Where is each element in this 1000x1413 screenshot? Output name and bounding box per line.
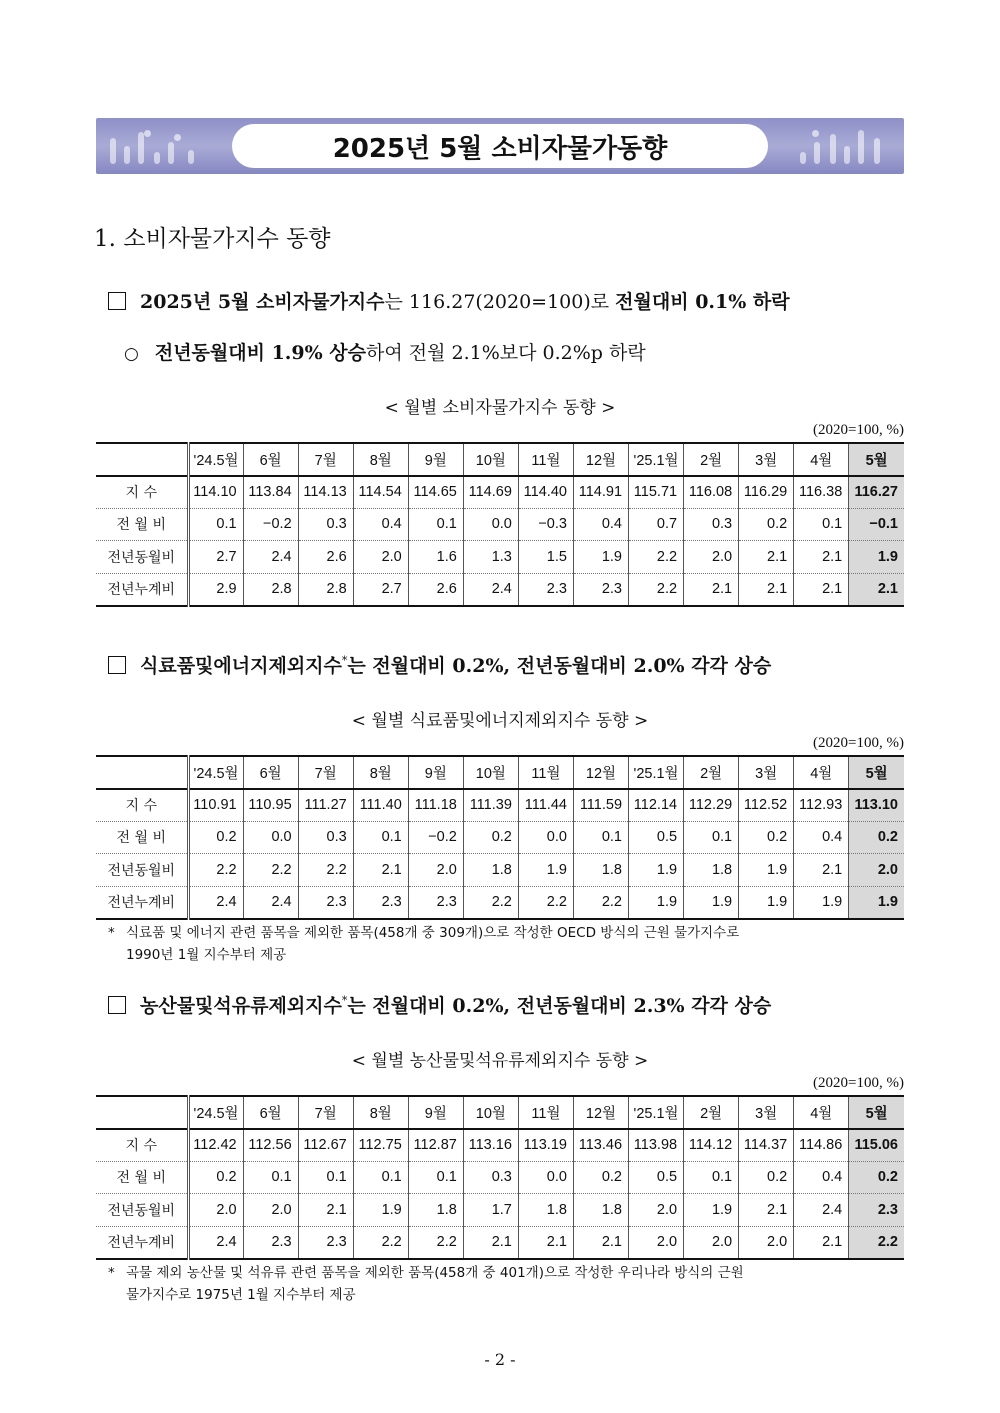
month-header: 7월 [298, 1096, 353, 1129]
table-cell: 2.1 [794, 1226, 849, 1259]
table-cell: 2.2 [188, 854, 243, 887]
page-number: - 2 - [484, 1350, 516, 1369]
table-cell: 0.4 [353, 508, 408, 541]
month-header: 5월 [849, 756, 904, 789]
row-label: 전년동월비 [96, 1194, 188, 1227]
row-label: 전년누계비 [96, 886, 188, 919]
table-cell: 114.37 [739, 1129, 794, 1162]
table-cell: 0.3 [298, 821, 353, 854]
section-heading: 1. 소비자물가지수 동향 [94, 226, 331, 252]
table-cell: 113.98 [629, 1129, 684, 1162]
cpi-summary-line: 2025년 5월 소비자물가지수는 116.27(2020=100)로 전월대비 0.1% 하락 [108, 287, 790, 314]
table-cell: 114.69 [463, 476, 518, 509]
table-cell: 116.38 [794, 476, 849, 509]
table-cell: 0.2 [739, 508, 794, 541]
table-cell: 111.59 [573, 789, 628, 822]
table-cell: 2.3 [408, 886, 463, 919]
row-label: 전년누계비 [96, 573, 188, 606]
table-caption: < 월별 소비자물가지수 동향 > [384, 398, 616, 418]
month-header: 8월 [353, 1096, 408, 1129]
month-header: 10월 [463, 756, 518, 789]
table-cell: 0.1 [684, 1161, 739, 1194]
table-cell: 112.87 [408, 1129, 463, 1162]
month-header: 11월 [518, 756, 573, 789]
table-caption: < 월별 식료품및에너지제외지수 동향 > [351, 711, 649, 731]
table-cell: 112.93 [794, 789, 849, 822]
table-cell: 0.2 [573, 1161, 628, 1194]
bar-chart-decoration-icon [786, 118, 896, 174]
table-cell: 114.65 [408, 476, 463, 509]
table-cell: 2.4 [188, 1226, 243, 1259]
table-cell: 2.0 [188, 1194, 243, 1227]
core-summary-line: 식료품및에너지제외지수*는 전월대비 0.2%, 전년동월대비 2.0% 각각 상승 [108, 651, 771, 678]
table-cell: 2.2 [629, 573, 684, 606]
footnote: * 곡물 제외 농산물 및 석유류 관련 품목을 제외한 품목(458개 중 401개)으로 작성한 우리나라 방식의 근원 물가지수로 1975년 1월 지수부터 제공 [108, 1265, 744, 1303]
month-header: 5월 [849, 443, 904, 476]
table-cell: 2.1 [353, 854, 408, 887]
table-cell: 1.9 [849, 886, 904, 919]
table-cell: 112.42 [188, 1129, 243, 1162]
month-header: 2월 [684, 443, 739, 476]
month-header: 3월 [739, 443, 794, 476]
table-cell: 0.5 [629, 821, 684, 854]
table-cell: 2.0 [849, 854, 904, 887]
table-cell: 1.9 [739, 854, 794, 887]
table-cell: 0.0 [518, 821, 573, 854]
table-cell: 2.4 [794, 1194, 849, 1227]
table-cell: 2.2 [408, 1226, 463, 1259]
table-cell: 113.84 [243, 476, 298, 509]
table-cell: 116.27 [849, 476, 904, 509]
table-cell: 0.3 [298, 508, 353, 541]
table-cell: 0.2 [188, 1161, 243, 1194]
table-cell: 0.1 [684, 821, 739, 854]
table-cell: 2.4 [243, 886, 298, 919]
table-cell: 113.19 [518, 1129, 573, 1162]
table-cell: 111.39 [463, 789, 518, 822]
month-header: 9월 [408, 1096, 463, 1129]
row-label: 전 월 비 [96, 821, 188, 854]
table-cell: 0.1 [353, 1161, 408, 1194]
header-corner-cell [96, 443, 188, 476]
checkbox-square-icon [108, 656, 126, 674]
table-cell: 2.1 [573, 1226, 628, 1259]
table-cell: 2.2 [243, 854, 298, 887]
table-cell: 0.1 [243, 1161, 298, 1194]
table-cell: 2.1 [463, 1226, 518, 1259]
table-cell: 2.0 [684, 541, 739, 574]
table-cell: 114.86 [794, 1129, 849, 1162]
table-cell: 1.9 [573, 541, 628, 574]
table-unit: (2020=100, %) [813, 735, 904, 751]
table-cell: 1.9 [629, 886, 684, 919]
row-label: 지 수 [96, 476, 188, 509]
table-cell: 114.10 [188, 476, 243, 509]
table-cell: 2.3 [849, 1194, 904, 1227]
table-cell: 116.29 [739, 476, 794, 509]
table-cell: 112.67 [298, 1129, 353, 1162]
table-cell: 2.2 [573, 886, 628, 919]
table-cell: 1.8 [684, 854, 739, 887]
table-cell: 2.3 [298, 886, 353, 919]
table-row [96, 789, 904, 822]
table-row [96, 886, 904, 919]
row-label: 전 월 비 [96, 1161, 188, 1194]
table-cell: 1.9 [518, 854, 573, 887]
table-row [96, 476, 904, 509]
table-row [96, 854, 904, 887]
table-cell: 1.9 [739, 886, 794, 919]
month-header: 9월 [408, 443, 463, 476]
month-header: 7월 [298, 756, 353, 789]
table-cell: 114.54 [353, 476, 408, 509]
table-cell: 114.91 [573, 476, 628, 509]
month-header: '24.5월 [188, 756, 243, 789]
row-label: 전년동월비 [96, 854, 188, 887]
footnote: * 식료품 및 에너지 관련 품목을 제외한 품목(458개 중 309개)으로 작성한 OECD 방식의 근원 물가지수로 1990년 1월 지수부터 제공 [108, 925, 740, 963]
table-cell: 2.0 [629, 1194, 684, 1227]
table-cell: 0.1 [408, 1161, 463, 1194]
header-corner-cell [96, 756, 188, 789]
month-header: 4월 [794, 1096, 849, 1129]
month-header: 2월 [684, 1096, 739, 1129]
table-cell: 0.7 [629, 508, 684, 541]
table-cell: 114.12 [684, 1129, 739, 1162]
month-header: 9월 [408, 756, 463, 789]
table-cell: 111.40 [353, 789, 408, 822]
table-cell: 2.0 [243, 1194, 298, 1227]
table-cell: 112.56 [243, 1129, 298, 1162]
table-cell: 111.27 [298, 789, 353, 822]
table-cell: −0.2 [243, 508, 298, 541]
table-cell: 0.4 [573, 508, 628, 541]
table-cell: 2.3 [573, 573, 628, 606]
bar-chart-decoration-icon [104, 118, 214, 174]
month-header: 12월 [573, 756, 628, 789]
table-caption: < 월별 농산물및석유류제외지수 동향 > [351, 1051, 649, 1071]
table-cell: 110.91 [188, 789, 243, 822]
month-header: '25.1월 [629, 756, 684, 789]
table-cell: 1.9 [684, 886, 739, 919]
table-row [96, 1226, 904, 1259]
table-cell: 2.3 [298, 1226, 353, 1259]
table-cell: 116.08 [684, 476, 739, 509]
month-header: 2월 [684, 756, 739, 789]
table-cell: 1.8 [573, 1194, 628, 1227]
table-cell: 2.0 [739, 1226, 794, 1259]
month-header: 6월 [243, 756, 298, 789]
table-cell: 2.2 [463, 886, 518, 919]
table-cell: 2.3 [243, 1226, 298, 1259]
page-title: 2025년 5월 소비자물가동향 [232, 124, 768, 168]
table-cell: 2.1 [684, 573, 739, 606]
row-label: 전년동월비 [96, 541, 188, 574]
month-header: 10월 [463, 443, 518, 476]
table-cell: 1.3 [463, 541, 518, 574]
table-cell: 111.18 [408, 789, 463, 822]
table-cell: 112.29 [684, 789, 739, 822]
table-cell: 2.1 [518, 1226, 573, 1259]
table-row [96, 821, 904, 854]
table-cell: 0.4 [794, 821, 849, 854]
table-cell: 115.06 [849, 1129, 904, 1162]
table-cell: 114.13 [298, 476, 353, 509]
table-cell: 112.14 [629, 789, 684, 822]
month-header: 5월 [849, 1096, 904, 1129]
checkbox-square-icon [108, 996, 126, 1014]
table-cell: 2.7 [353, 573, 408, 606]
table-cell: 2.0 [408, 854, 463, 887]
agri-summary-line: 농산물및석유류제외지수*는 전월대비 0.2%, 전년동월대비 2.3% 각각 상승 [108, 991, 771, 1018]
table-cell: 0.2 [739, 1161, 794, 1194]
core-table [96, 755, 904, 920]
month-header: '24.5월 [188, 443, 243, 476]
month-header: '25.1월 [629, 1096, 684, 1129]
table-cell: 114.40 [518, 476, 573, 509]
table-cell: 0.1 [298, 1161, 353, 1194]
table-cell: 1.5 [518, 541, 573, 574]
table-cell: 2.6 [408, 573, 463, 606]
table-cell: 1.9 [629, 854, 684, 887]
table-cell: 2.2 [518, 886, 573, 919]
table-cell: 1.7 [463, 1194, 518, 1227]
table-cell: 2.2 [353, 1226, 408, 1259]
table-cell: 2.1 [849, 573, 904, 606]
table-cell: 0.2 [849, 821, 904, 854]
table-cell: 1.8 [408, 1194, 463, 1227]
table-cell: 0.4 [794, 1161, 849, 1194]
table-cell: 2.1 [739, 1194, 794, 1227]
cpi-yoy-line: ○ 전년동월대비 1.9% 상승하여 전월 2.1%보다 0.2%p 하락 [124, 342, 646, 364]
month-header: 4월 [794, 756, 849, 789]
month-header: '25.1월 [629, 443, 684, 476]
table-cell: 2.0 [353, 541, 408, 574]
table-cell: 2.0 [629, 1226, 684, 1259]
table-cell: 0.2 [849, 1161, 904, 1194]
month-header: 11월 [518, 1096, 573, 1129]
table-cell: 112.75 [353, 1129, 408, 1162]
header-corner-cell [96, 1096, 188, 1129]
table-cell: 0.0 [243, 821, 298, 854]
table-cell: −0.1 [849, 508, 904, 541]
table-cell: 0.2 [463, 821, 518, 854]
table-cell: 2.1 [298, 1194, 353, 1227]
table-cell: 2.3 [518, 573, 573, 606]
cpi-table [96, 442, 904, 607]
table-cell: 2.4 [188, 886, 243, 919]
table-cell: 2.1 [739, 541, 794, 574]
table-cell: 2.9 [188, 573, 243, 606]
table-cell: 2.8 [298, 573, 353, 606]
table-cell: 0.0 [463, 508, 518, 541]
month-header: '24.5월 [188, 1096, 243, 1129]
month-header: 12월 [573, 443, 628, 476]
table-cell: 115.71 [629, 476, 684, 509]
month-header: 3월 [739, 1096, 794, 1129]
month-header: 10월 [463, 1096, 518, 1129]
table-row [96, 508, 904, 541]
table-cell: 2.8 [243, 573, 298, 606]
table-cell: 0.5 [629, 1161, 684, 1194]
table-cell: 1.8 [518, 1194, 573, 1227]
table-unit: (2020=100, %) [813, 1075, 904, 1091]
month-header: 3월 [739, 756, 794, 789]
table-cell: 0.0 [518, 1161, 573, 1194]
row-label: 전년누계비 [96, 1226, 188, 1259]
table-cell: 0.2 [739, 821, 794, 854]
table-cell: −0.3 [518, 508, 573, 541]
table-cell: 1.9 [849, 541, 904, 574]
table-cell: 2.6 [298, 541, 353, 574]
month-header: 8월 [353, 443, 408, 476]
table-cell: 2.1 [794, 573, 849, 606]
table-cell: 2.2 [298, 854, 353, 887]
month-header: 8월 [353, 756, 408, 789]
table-cell: 113.46 [573, 1129, 628, 1162]
table-cell: 0.2 [188, 821, 243, 854]
table-row [96, 573, 904, 606]
table-row [96, 541, 904, 574]
table-row [96, 1161, 904, 1194]
table-cell: 2.2 [849, 1226, 904, 1259]
month-header: 11월 [518, 443, 573, 476]
table-cell: 110.95 [243, 789, 298, 822]
table-unit: (2020=100, %) [813, 422, 904, 438]
table-cell: 1.9 [684, 1194, 739, 1227]
table-cell: 2.4 [463, 573, 518, 606]
table-cell: 0.1 [573, 821, 628, 854]
row-label: 지 수 [96, 1129, 188, 1162]
row-label: 지 수 [96, 789, 188, 822]
table-cell: 0.3 [463, 1161, 518, 1194]
title-banner [96, 118, 904, 174]
table-cell: 1.8 [463, 854, 518, 887]
checkbox-square-icon [108, 292, 126, 310]
month-header: 6월 [243, 443, 298, 476]
table-cell: 0.1 [794, 508, 849, 541]
table-cell: 2.0 [684, 1226, 739, 1259]
table-cell: 0.1 [353, 821, 408, 854]
table-cell: 1.8 [573, 854, 628, 887]
table-cell: 0.1 [188, 508, 243, 541]
table-cell: 2.4 [243, 541, 298, 574]
table-cell: 112.52 [739, 789, 794, 822]
month-header: 12월 [573, 1096, 628, 1129]
row-label: 전 월 비 [96, 508, 188, 541]
circle-bullet-icon: ○ [124, 344, 139, 364]
month-header: 6월 [243, 1096, 298, 1129]
table-cell: 0.3 [684, 508, 739, 541]
table-cell: 113.16 [463, 1129, 518, 1162]
table-cell: 111.44 [518, 789, 573, 822]
table-cell: 2.3 [353, 886, 408, 919]
table-cell: 2.2 [629, 541, 684, 574]
table-row [96, 1129, 904, 1162]
table-cell: 2.1 [794, 854, 849, 887]
table-cell: 2.1 [739, 573, 794, 606]
table-cell: 2.1 [794, 541, 849, 574]
table-cell: 1.9 [794, 886, 849, 919]
agri-table [96, 1095, 904, 1260]
table-cell: 1.6 [408, 541, 463, 574]
table-cell: 2.7 [188, 541, 243, 574]
table-row [96, 1194, 904, 1227]
month-header: 4월 [794, 443, 849, 476]
table-cell: 1.9 [353, 1194, 408, 1227]
table-cell: −0.2 [408, 821, 463, 854]
table-cell: 113.10 [849, 789, 904, 822]
month-header: 7월 [298, 443, 353, 476]
table-cell: 0.1 [408, 508, 463, 541]
